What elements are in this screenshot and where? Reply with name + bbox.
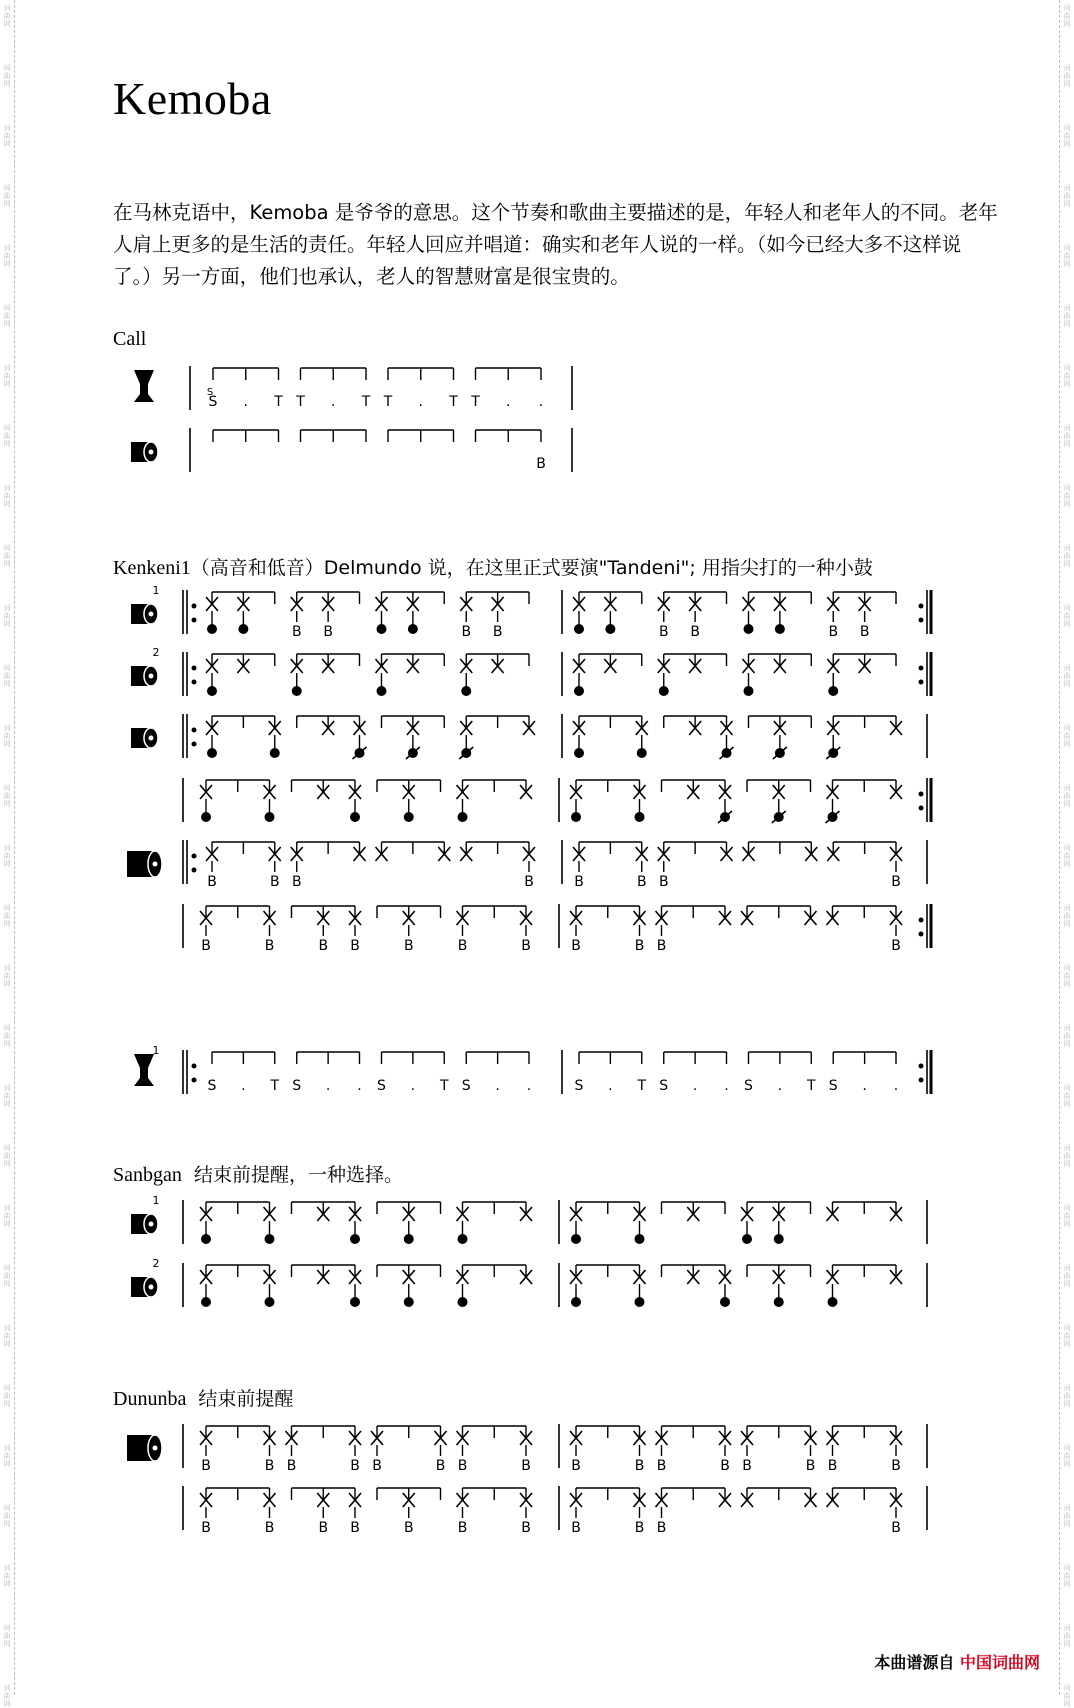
hit-djembe_1: . — [357, 1078, 362, 1094]
hit-djembe_1: S — [461, 1078, 471, 1094]
watermark-text: 词 曲 网 — [3, 1564, 11, 1588]
hit-kenkeni_2-dot — [377, 686, 387, 696]
hit-kenkeni_2-dot — [207, 686, 217, 696]
hit-call_djembe: . — [243, 394, 248, 410]
watermark-text: 词 曲 网 — [3, 1084, 11, 1108]
hit-kenkeni_1-dot — [207, 624, 217, 634]
hit-kenkeni_1-bass: B — [859, 624, 870, 640]
hit-kenkeni_1-bass: B — [323, 624, 333, 640]
watermark-text: 词 曲 网 — [3, 604, 11, 628]
watermark-text: 词 曲 网 — [1063, 244, 1071, 268]
hit-dd_end_b-bass: B — [634, 1520, 645, 1536]
staff-number-djembe_1: 1 — [152, 1044, 160, 1057]
intro-paragraph: 在马林克语中，Kemoba 是爷爷的意思。这个节奏和歌曲主要描述的是，年轻人和老年人的不同。老年人肩上更多的是生活的责任。年轻人回应并唱道：确实和老年人说的一样。（如今已经大多不这样说了。）另一方面，他们也承认，老人的智慧财富是很宝贵的。 — [113, 201, 998, 288]
watermark-text: 词 曲 网 — [3, 1384, 11, 1408]
page-title: Kemoba — [113, 73, 272, 124]
hit-dd_end_a-bass: B — [742, 1458, 752, 1474]
watermark-text: 词 曲 网 — [1063, 1024, 1071, 1048]
hit-call_djembe: . — [506, 394, 511, 410]
hit-kenkeni_1-dot — [238, 624, 248, 634]
watermark-text: 词 曲 网 — [3, 184, 11, 208]
hit-sangban_a-dot — [574, 748, 584, 758]
repeat-dot — [919, 918, 924, 923]
watermark-text: 词 曲 网 — [1063, 844, 1071, 868]
hit-djembe_1: S — [659, 1078, 669, 1094]
sangban-label: Sanbgan — [113, 1164, 182, 1186]
hit-sb_end_2-dot — [571, 1297, 581, 1307]
watermark-text: 词 曲 网 — [3, 1204, 11, 1228]
hit-call_djembe: T — [361, 394, 371, 410]
hit-sb_end_1-dot — [350, 1234, 360, 1244]
hit-djembe_1: . — [893, 1078, 899, 1094]
sangban-icon-dot — [149, 736, 154, 741]
hit-call_djembe: . — [331, 394, 336, 410]
hit-dd_end_b-bass: B — [521, 1520, 531, 1536]
watermark-text: 词 曲 网 — [1063, 544, 1071, 568]
hit-dd_end_a-bass: B — [656, 1458, 667, 1474]
hit-djembe_1: S — [292, 1078, 302, 1094]
hit-call_djembe: T — [449, 394, 458, 410]
grace-note: S — [206, 387, 214, 398]
hit-djembe_1: S — [574, 1078, 584, 1094]
watermark-text: 词 曲 网 — [1063, 1264, 1071, 1288]
watermark-text: 词 曲 网 — [3, 964, 11, 988]
hit-dd_end_a-bass: B — [634, 1458, 645, 1474]
hit-sb_end_2-dot — [201, 1297, 211, 1307]
hit-djembe_1: . — [608, 1078, 613, 1094]
repeat-dot — [192, 742, 197, 747]
hit-call_djembe: . — [418, 394, 423, 410]
watermark-text: 词 曲 网 — [3, 904, 11, 928]
watermark-text: 词 曲 网 — [1063, 784, 1071, 808]
hit-sb_end_1-dot — [742, 1234, 752, 1244]
hit-djembe_1: S — [207, 1078, 217, 1094]
hit-dd_end_b-bass: B — [571, 1520, 581, 1536]
watermark-text: 词 曲 网 — [1063, 1564, 1071, 1588]
hit-kenkeni_1-dot — [775, 624, 785, 634]
repeat-dot — [192, 854, 197, 859]
watermark-text: 词 曲 网 — [3, 64, 11, 88]
hit-kenkeni_1-dot — [408, 624, 418, 634]
watermark-text: 词 曲 网 — [3, 784, 11, 808]
djembe-icon — [134, 1054, 154, 1086]
hit-dd_end_a-bass: B — [571, 1458, 581, 1474]
hit-dd_end_b-bass: B — [656, 1520, 667, 1536]
djembe-icon — [134, 370, 154, 402]
repeat-dot — [919, 618, 924, 623]
watermark-text: 词 曲 网 — [3, 844, 11, 868]
watermark-text: 词 曲 网 — [3, 1504, 11, 1528]
dununba-icon-dot — [153, 862, 158, 867]
watermark-text: 词 曲 网 — [1063, 904, 1071, 928]
repeat-dot — [192, 604, 197, 609]
hit-dununba_a-bass: B — [891, 874, 901, 890]
watermark-text: 词 曲 网 — [3, 4, 11, 28]
watermark-text: 词 曲 网 — [3, 1684, 11, 1708]
hit-dd_end_b-bass: B — [350, 1520, 360, 1536]
hit-sangban_a-dot — [637, 748, 647, 758]
watermark-text: 词 曲 网 — [3, 1324, 11, 1348]
watermark-text: 词 曲 网 — [1063, 1144, 1071, 1168]
hit-sb_end_2-dot — [635, 1297, 645, 1307]
hit-call_djembe: T — [471, 394, 480, 410]
hit-djembe_1: . — [526, 1078, 532, 1094]
staff-number-kenkeni_1: 1 — [152, 584, 160, 597]
repeat-dot — [192, 728, 197, 733]
hit-call_djembe: T — [296, 394, 305, 410]
hit-kenkeni_1-bass: B — [690, 624, 700, 640]
hit-dd_end_a-bass: B — [457, 1458, 468, 1474]
hit-dununba_b-bass: B — [634, 938, 645, 954]
hit-sangban_a-dot — [270, 748, 280, 758]
repeat-dot — [192, 618, 197, 623]
watermark-text: 词 曲 网 — [1063, 1624, 1071, 1648]
hit-djembe_1: . — [692, 1078, 698, 1094]
sangban-icon-dot — [149, 1285, 154, 1290]
hit-kenkeni_1-bass: B — [828, 624, 839, 640]
hit-dununba_b-bass: B — [201, 938, 211, 954]
watermark-text: 词 曲 网 — [3, 1624, 11, 1648]
hit-kenkeni_2-dot — [574, 686, 584, 696]
watermark-text: 词 曲 网 — [1063, 124, 1071, 148]
repeat-dot — [192, 680, 197, 685]
watermark-text: 词 曲 网 — [3, 1264, 11, 1288]
hit-sb_end_2-dot — [720, 1297, 730, 1307]
footer-site: 中国词曲网 — [959, 1653, 1040, 1672]
kenkeni-label: Kenkeni1 — [113, 557, 191, 579]
hit-djembe_1: T — [439, 1078, 449, 1094]
watermark-text: 词 曲 网 — [3, 424, 11, 448]
watermark-text: 词 曲 网 — [1063, 64, 1071, 88]
hit-call_djembe: S — [208, 394, 218, 410]
watermark-text: 词 曲 网 — [1063, 1444, 1071, 1468]
hit-djembe_1: S — [744, 1078, 753, 1094]
kenkeni-icon-dot — [149, 674, 154, 679]
hit-djembe_1: T — [637, 1078, 647, 1094]
hit-dd_end_a-bass: B — [350, 1458, 360, 1474]
watermark-text: 词 曲 网 — [1063, 424, 1071, 448]
hit-sb_end_2-dot — [265, 1297, 275, 1307]
hit-sangban_b-dot — [458, 812, 468, 822]
hit-sb_end_2-dot — [774, 1297, 784, 1307]
repeat-dot — [919, 604, 924, 609]
watermark-text: 词 曲 网 — [3, 124, 11, 148]
hit-dununba_b-bass: B — [457, 938, 468, 954]
source-footer — [874, 1650, 1040, 1673]
hit-dununba_a-bass: B — [636, 874, 647, 890]
staff-number-kenkeni_2: 2 — [152, 646, 160, 659]
hit-djembe_1: . — [724, 1078, 729, 1094]
hit-kenkeni_1-dot — [605, 624, 615, 634]
hit-kenkeni_2-dot — [461, 686, 471, 696]
watermark-text: 词 曲 网 — [1063, 364, 1071, 388]
watermark-text: 词 曲 网 — [1063, 484, 1071, 508]
hit-call_djembe: T — [383, 394, 393, 410]
hit-sb_end_1-dot — [458, 1234, 468, 1244]
hit-dd_end_b-bass: B — [264, 1520, 275, 1536]
hit-dd_end_a-bass: B — [201, 1458, 211, 1474]
sangban-icon-dot — [149, 1222, 154, 1227]
watermark-text: 词 曲 网 — [1063, 964, 1071, 988]
hit-dununba_a-bass: B — [269, 874, 280, 890]
hit-dununba_a-bass: B — [524, 874, 534, 890]
hit-kenkeni_1-bass: B — [658, 624, 669, 640]
hit-dd_end_b-bass: B — [891, 1520, 901, 1536]
hit-dd_end_a-bass: B — [264, 1458, 275, 1474]
hit-djembe_1: . — [325, 1078, 331, 1094]
watermark-text: 词 曲 网 — [1063, 184, 1071, 208]
hit-djembe_1: T — [270, 1078, 280, 1094]
watermark-text: 词 曲 网 — [3, 1444, 11, 1468]
hit-kenkeni_1-bass: B — [291, 624, 302, 640]
hit-sb_end_1-dot — [774, 1234, 784, 1244]
hit-sangban_b-dot — [635, 812, 645, 822]
watermark-text: 词 曲 网 — [3, 244, 11, 268]
hit-sb_end_1-dot — [265, 1234, 275, 1244]
repeat-dot — [919, 1078, 924, 1083]
hit-sangban_b-dot — [350, 812, 360, 822]
repeat-dot — [192, 1064, 197, 1069]
repeat-dot — [919, 1064, 924, 1069]
hit-dununba_b-bass: B — [521, 938, 531, 954]
dunun-icon-dot — [149, 450, 154, 455]
hit-dd_end_b-bass: B — [201, 1520, 211, 1536]
hit-call_djembe: T — [274, 394, 283, 410]
hit-sb_end_2-dot — [458, 1297, 468, 1307]
hit-dununba_b-bass: B — [318, 938, 329, 954]
hit-dununba_b-bass: B — [656, 938, 667, 954]
kenkeni-note: （高音和低音）Delmundo 说，在这里正式要演"Tandeni"; 用指尖打的一种小鼓 — [190, 557, 873, 579]
watermark-text: 词 曲 网 — [1063, 1384, 1071, 1408]
watermark-text: 词 曲 网 — [3, 664, 11, 688]
hit-dd_end_a-bass: B — [521, 1458, 531, 1474]
hit-kenkeni_2-dot — [744, 686, 754, 696]
hit-kenkeni_1-dot — [744, 624, 754, 634]
hit-djembe_1: . — [495, 1078, 500, 1094]
watermark-text: 词 曲 网 — [3, 304, 11, 328]
hit-dd_end_a-bass: B — [720, 1458, 730, 1474]
repeat-dot — [919, 792, 924, 797]
hit-kenkeni_2-dot — [828, 686, 838, 696]
repeat-dot — [919, 680, 924, 685]
hit-dununba_a-bass: B — [574, 874, 584, 890]
hit-djembe_1: . — [777, 1078, 783, 1094]
hit-dd_end_b-bass: B — [403, 1520, 414, 1536]
repeat-dot — [192, 1078, 197, 1083]
watermark-text: 词 曲 网 — [1063, 1084, 1071, 1108]
hit-sb_end_2-dot — [350, 1297, 360, 1307]
hit-sangban_b-dot — [201, 812, 211, 822]
watermark-text: 词 曲 网 — [1063, 4, 1071, 28]
hit-sb_end_1-dot — [201, 1234, 211, 1244]
hit-dununba_b-bass: B — [403, 938, 414, 954]
hit-djembe_1: . — [862, 1078, 867, 1094]
footer-prefix: 本曲谱源自 — [874, 1653, 955, 1672]
watermark-text: 词 曲 网 — [3, 724, 11, 748]
watermark-text: 词 曲 网 — [1063, 1504, 1071, 1528]
dununba-icon-dot — [153, 1446, 158, 1451]
hit-djembe_1: T — [806, 1078, 816, 1094]
hit-djembe_1: S — [377, 1078, 386, 1094]
hit-kenkeni_1-bass: B — [492, 624, 503, 640]
hit-kenkeni_1-bass: B — [461, 624, 472, 640]
hit-dununba_b-bass: B — [350, 938, 360, 954]
watermark-text: 词 曲 网 — [1063, 1204, 1071, 1228]
sangban-note: 结束前提醒，一种选择。 — [193, 1164, 403, 1186]
hit-djembe_1: . — [241, 1078, 246, 1094]
hit-kenkeni_2-dot — [659, 686, 669, 696]
repeat-dot — [192, 666, 197, 671]
kenkeni-icon-dot — [149, 612, 154, 617]
watermark-text: 词 曲 网 — [1063, 1324, 1071, 1348]
hit-dd_end_a-bass: B — [827, 1458, 838, 1474]
hit-sangban_a-dot — [207, 748, 217, 758]
hit-dd_end_a-bass: B — [286, 1458, 297, 1474]
dununba-label: Dununba — [113, 1388, 187, 1410]
watermark-text: 词 曲 网 — [1063, 1684, 1071, 1708]
hit-call_dunun: B — [536, 456, 546, 472]
hit-dd_end_b-bass: B — [318, 1520, 329, 1536]
hit-dd_end_a-bass: B — [805, 1458, 816, 1474]
watermark-text: 词 曲 网 — [1063, 724, 1071, 748]
hit-dununba_b-bass: B — [891, 938, 901, 954]
hit-dununba_a-bass: B — [291, 874, 302, 890]
hit-djembe_1: . — [410, 1078, 416, 1094]
hit-dununba_b-bass: B — [571, 938, 581, 954]
hit-sb_end_1-dot — [404, 1234, 414, 1244]
hit-sangban_b-dot — [265, 812, 275, 822]
hit-call_djembe: . — [538, 394, 544, 410]
hit-sangban_b-dot — [571, 812, 581, 822]
call-label: Call — [113, 328, 147, 350]
watermark-text: 词 曲 网 — [3, 364, 11, 388]
watermark-text: 词 曲 网 — [3, 544, 11, 568]
dununba-note: 结束前提醒 — [198, 1388, 294, 1410]
watermark-text: 词 曲 网 — [3, 1144, 11, 1168]
staff-number-sb_end_2: 2 — [152, 1257, 160, 1270]
watermark-text: 词 曲 网 — [3, 484, 11, 508]
watermark-text: 词 曲 网 — [1063, 304, 1071, 328]
hit-dununba_a-bass: B — [207, 874, 217, 890]
hit-sb_end_2-dot — [404, 1297, 414, 1307]
hit-kenkeni_2-dot — [292, 686, 302, 696]
staff-number-sb_end_1: 1 — [152, 1194, 160, 1207]
hit-sangban_b-dot — [404, 812, 414, 822]
watermark-text: 词 曲 网 — [3, 1024, 11, 1048]
hit-kenkeni_1-dot — [574, 624, 584, 634]
hit-dd_end_a-bass: B — [372, 1458, 382, 1474]
hit-sb_end_1-dot — [571, 1234, 581, 1244]
hit-dd_end_a-bass: B — [435, 1458, 446, 1474]
repeat-dot — [919, 932, 924, 937]
hit-dd_end_a-bass: B — [891, 1458, 901, 1474]
repeat-dot — [919, 666, 924, 671]
hit-sb_end_1-dot — [635, 1234, 645, 1244]
watermark-text: 词 曲 网 — [1063, 664, 1071, 688]
hit-dununba_a-bass: B — [658, 874, 669, 890]
hit-djembe_1: S — [828, 1078, 838, 1094]
repeat-dot — [919, 806, 924, 811]
hit-sb_end_2-dot — [828, 1297, 838, 1307]
hit-kenkeni_1-dot — [377, 624, 387, 634]
repeat-dot — [192, 868, 197, 873]
hit-dd_end_b-bass: B — [457, 1520, 468, 1536]
watermark-text: 词 曲 网 — [1063, 604, 1071, 628]
hit-dununba_b-bass: B — [264, 938, 275, 954]
